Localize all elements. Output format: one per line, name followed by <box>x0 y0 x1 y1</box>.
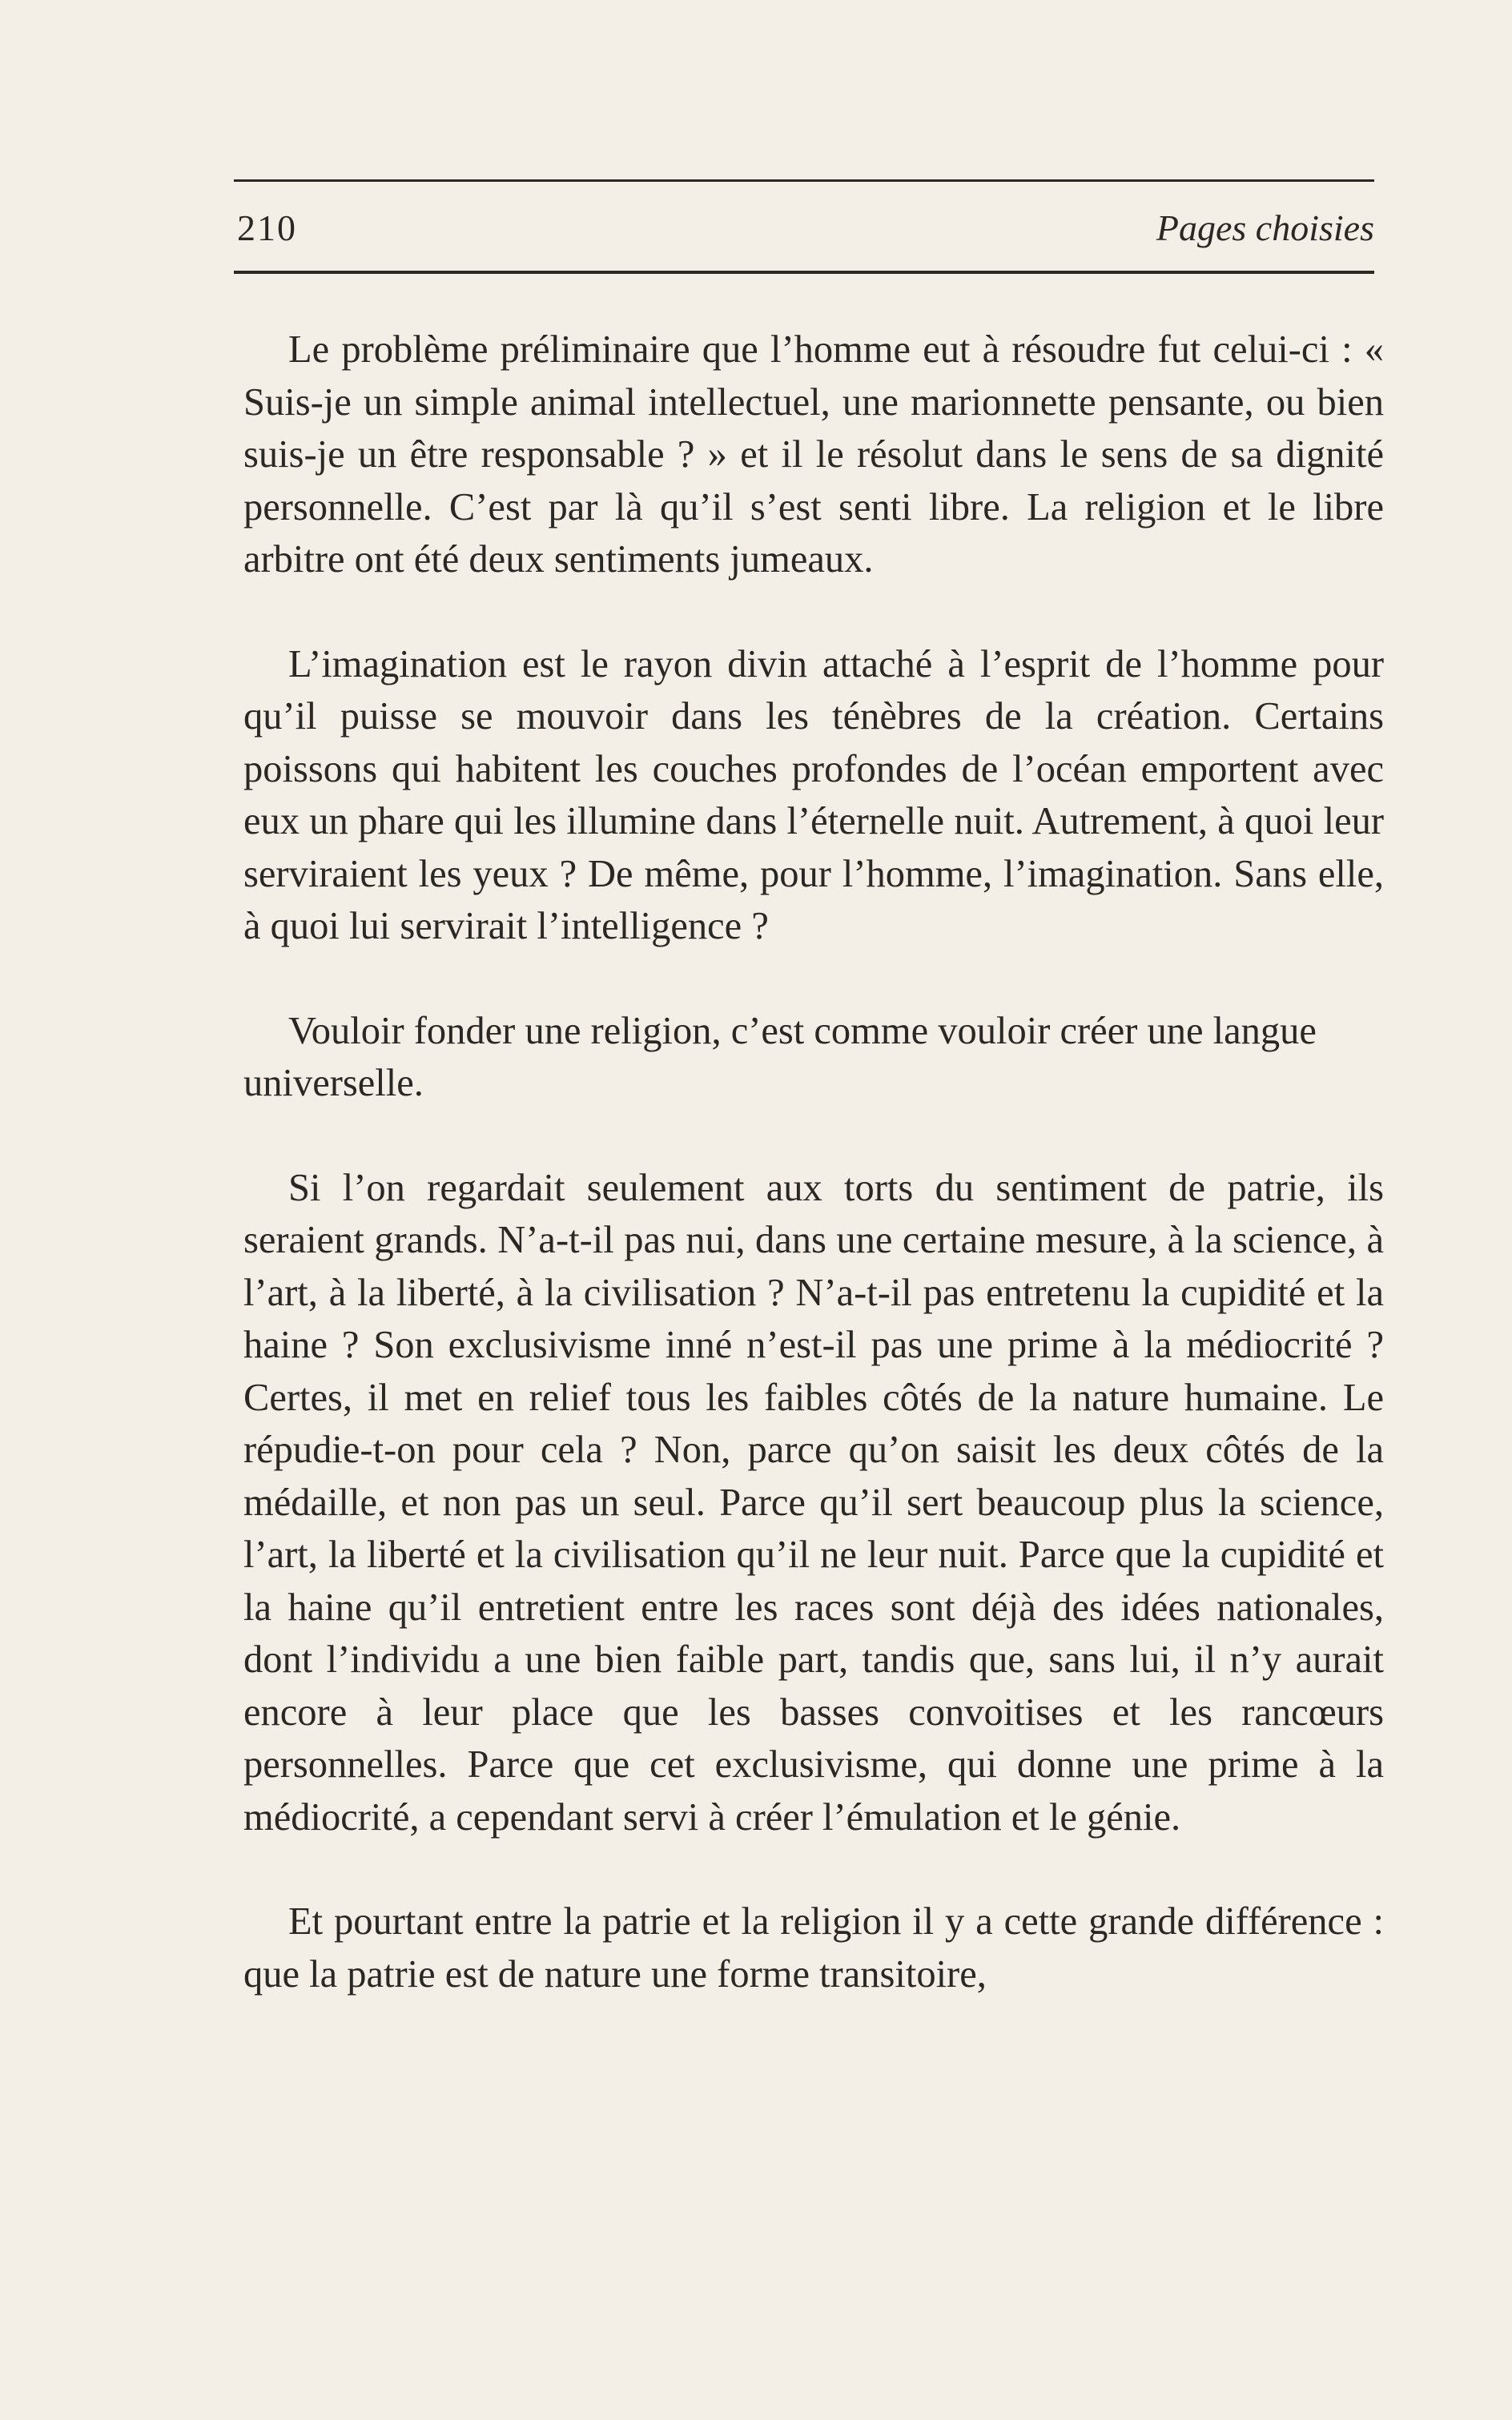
paragraph: Si l’on regardait seulement aux torts du sentiment de patrie, ils seraient grands. N’a-t-il pas nui, dans une certaine mesure, à la science, à l’art, à la liberté, à la civilisation ? N’a-t-il pas entretenu la cupidité et la haine ? Son exclusivisme inné n’est-il pas une prime à la médiocrité ? Certes, il met en relief tous les faibles côtés de la nature humaine. Le répudie-t-on pour cela ? Non, parce qu’on saisit les deux côtés de la médaille, et non pas un seul. Parce qu’il sert beaucoup plus la science, l’art, la liberté et la civilisation qu’il ne leur nuit. Parce que la cupidité et la haine qu’il entretient entre les races sont déjà des idées nationales, dont l’individu a une bien faible part, tandis que, sans lui, il n’y aurait encore à leur place que les basses convoitises et les rancœurs personnelles. Parce que cet exclusivisme, qui donne une prime à la médiocrité, a cependant servi à créer l’émulation et le génie. <box>243 1166 1384 1839</box>
page-header <box>237 200 1374 256</box>
running-title: Pages choisies <box>1156 207 1374 248</box>
paragraph: L’imagination est le rayon divin attaché à l’esprit de l’homme pour qu’il puisse se mouvoir dans les ténèbres de la création. Certains poissons qui habitent les couches profondes de l’océan emportent avec eux un phare qui les illumine dans l’éternelle nuit. Autrement, à quoi leur serviraient les yeux ? De même, pour l’homme, l’imagination. Sans elle, à quoi lui servirait l’intelligence ? <box>243 642 1384 947</box>
header-rule-top <box>234 179 1374 182</box>
paragraph: Le problème préliminaire que l’homme eut à résoudre fut celui-ci : « Suis-je un simple animal intellectuel, une marionnette pensante, ou bien suis-je un être responsable ? » et il le résolut dans le sens de sa dignité personnelle. C’est par là qu’il s’est senti libre. La religion et le libre arbitre ont été deux sentiments jumeaux. <box>243 328 1384 581</box>
body-text <box>243 324 1384 2000</box>
paragraph: Et pourtant entre la patrie et la religion il y a cette grande différence : que la patrie est de nature une forme transitoire, <box>243 1900 1384 1996</box>
page-number: 210 <box>237 207 297 248</box>
header-rule-bottom <box>234 271 1374 274</box>
paragraph: Vouloir fonder une religion, c’est comme vouloir créer une langue universelle. <box>243 1009 1317 1104</box>
